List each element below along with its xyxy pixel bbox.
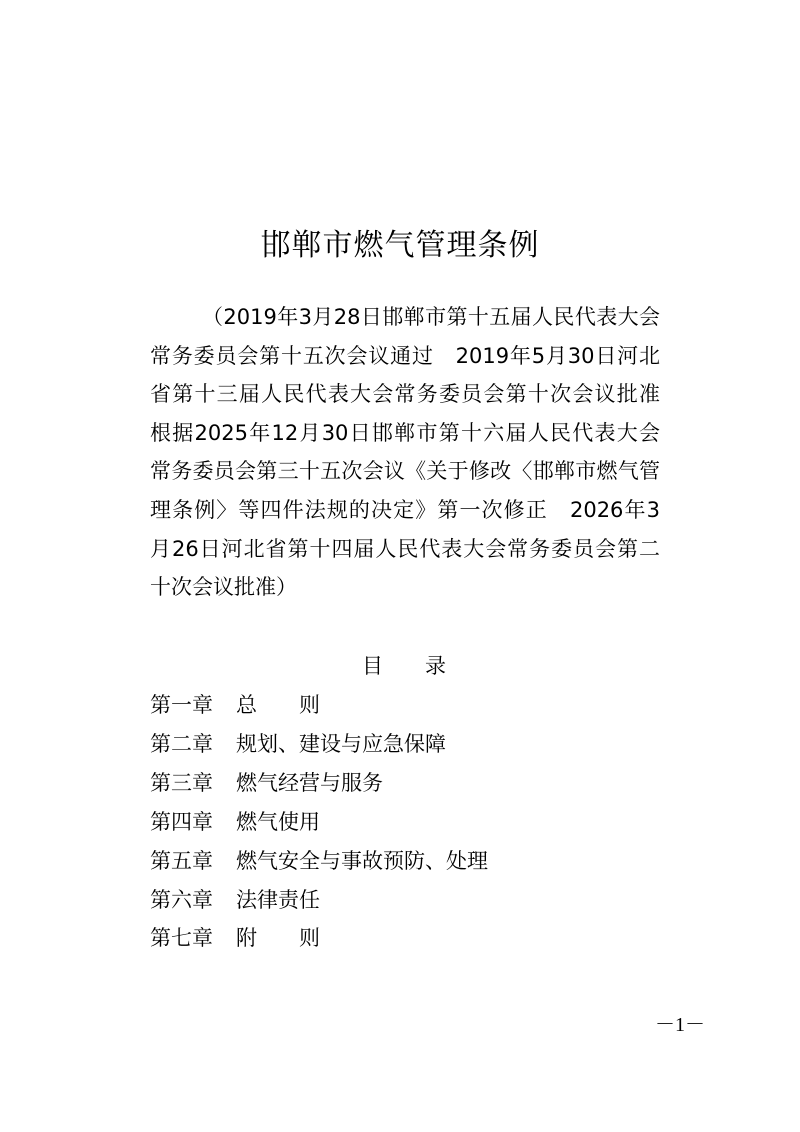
toc-chapter: 第七章 — [150, 926, 213, 951]
toc-chapter: 第二章 — [150, 731, 213, 756]
toc-item — [150, 842, 488, 881]
page-number: －1－ — [655, 1014, 705, 1036]
toc-chapter: 第五章 — [150, 848, 213, 873]
table-of-contents — [150, 686, 488, 958]
preamble-line: 理条例〉等四件法规的决定》第一次修正 2026年3 — [150, 497, 660, 522]
preamble-line: 月26日河北省第十四届人民代表大会常务委员会第二 — [150, 536, 660, 561]
toc-item — [150, 686, 488, 725]
toc-heading — [362, 650, 446, 680]
toc-chapter-name: 附 则 — [236, 926, 320, 951]
preamble-line: 十次会议批准） — [150, 575, 297, 600]
toc-chapter-name: 燃气安全与事故预防、处理 — [236, 848, 488, 873]
toc-chapter-name: 总 则 — [236, 693, 320, 717]
toc-chapter-name: 规划、建设与应急保障 — [236, 731, 446, 756]
preamble-line: 省第十三届人民代表大会常务委员会第十次会议批准 — [150, 382, 660, 407]
toc-chapter-name: 法律责任 — [236, 887, 320, 912]
toc-heading-char: 录 — [425, 654, 446, 678]
toc-chapter: 第六章 — [150, 887, 213, 912]
toc-item — [150, 919, 488, 958]
preamble — [150, 298, 660, 607]
toc-item — [150, 881, 488, 920]
preamble-line: 常务委员会第十五次会议通过 2019年5月30日河北 — [150, 343, 660, 368]
toc-chapter-name: 燃气使用 — [236, 809, 320, 834]
document-title: 邯郸市燃气管理条例 — [260, 228, 540, 263]
preamble-line: 常务委员会第三十五次会议《关于修改〈邯郸市燃气管 — [150, 459, 660, 484]
toc-item — [150, 764, 488, 803]
toc-heading-char: 目 — [362, 654, 383, 678]
toc-item — [150, 725, 488, 764]
preamble-line: （2019年3月28日邯郸市第十五届人民代表大会 — [202, 305, 660, 329]
toc-chapter: 第一章 — [150, 693, 213, 717]
preamble-line: 根据2025年12月30日邯郸市第十六届人民代表大会 — [150, 420, 660, 445]
toc-chapter: 第三章 — [150, 770, 213, 795]
toc-chapter-name: 燃气经营与服务 — [236, 770, 383, 795]
toc-chapter: 第四章 — [150, 809, 213, 834]
toc-item — [150, 803, 488, 842]
